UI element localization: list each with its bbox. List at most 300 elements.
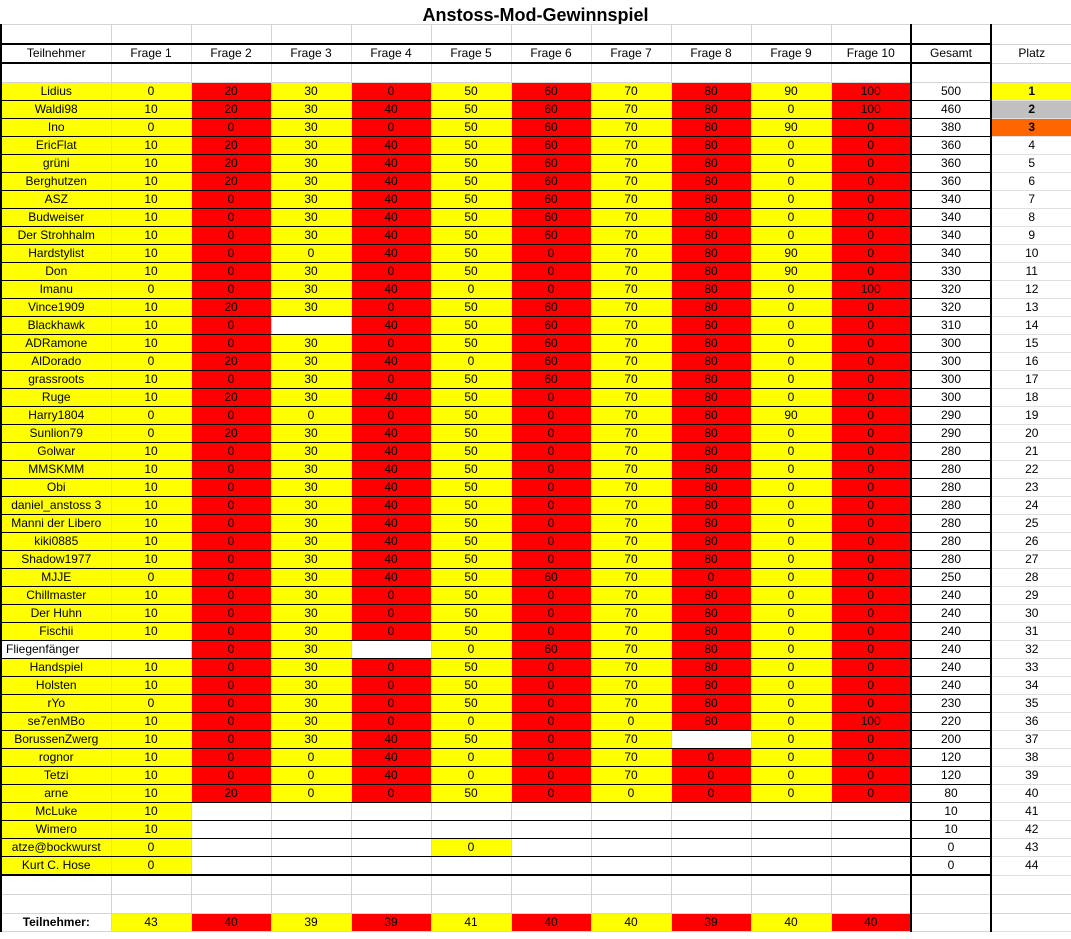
score-cell[interactable]: 0: [751, 137, 831, 155]
score-cell[interactable]: 0: [511, 497, 591, 515]
participant-name[interactable]: Fliegenfänger: [1, 641, 111, 659]
score-cell[interactable]: 0: [351, 299, 431, 317]
score-cell[interactable]: [271, 839, 351, 857]
empty-cell[interactable]: [431, 875, 511, 895]
total-cell[interactable]: 460: [911, 101, 991, 119]
participant-name[interactable]: Sunlion79: [1, 425, 111, 443]
score-cell[interactable]: 60: [511, 173, 591, 191]
participant-name[interactable]: Imanu: [1, 281, 111, 299]
score-cell[interactable]: 30: [271, 155, 351, 173]
score-cell[interactable]: 30: [271, 299, 351, 317]
score-cell[interactable]: 0: [511, 281, 591, 299]
participant-name[interactable]: grassroots: [1, 371, 111, 389]
score-cell[interactable]: [431, 803, 511, 821]
empty-cell[interactable]: [911, 895, 991, 914]
header-question-1[interactable]: Frage 1: [111, 44, 191, 63]
score-cell[interactable]: 0: [511, 605, 591, 623]
score-cell[interactable]: 80: [671, 461, 751, 479]
score-cell[interactable]: 0: [831, 659, 911, 677]
score-cell[interactable]: 10: [111, 533, 191, 551]
participant-count-cell[interactable]: 40: [511, 914, 591, 932]
place-cell[interactable]: 41: [991, 803, 1071, 821]
total-cell[interactable]: 280: [911, 533, 991, 551]
score-cell[interactable]: [751, 839, 831, 857]
total-cell[interactable]: 120: [911, 767, 991, 785]
score-cell[interactable]: 30: [271, 389, 351, 407]
score-cell[interactable]: [191, 821, 271, 839]
score-cell[interactable]: 0: [751, 335, 831, 353]
score-cell[interactable]: 0: [431, 839, 511, 857]
participant-name[interactable]: Obi: [1, 479, 111, 497]
total-cell[interactable]: 330: [911, 263, 991, 281]
score-cell[interactable]: 50: [431, 119, 511, 137]
score-cell[interactable]: 30: [271, 641, 351, 659]
empty-cell[interactable]: [751, 895, 831, 914]
score-cell[interactable]: 40: [351, 461, 431, 479]
empty-cell[interactable]: [191, 875, 271, 895]
score-cell[interactable]: 0: [511, 515, 591, 533]
empty-cell[interactable]: [271, 895, 351, 914]
score-cell[interactable]: 0: [191, 191, 271, 209]
total-cell[interactable]: 340: [911, 245, 991, 263]
score-cell[interactable]: 0: [671, 767, 751, 785]
score-cell[interactable]: 40: [351, 533, 431, 551]
score-cell[interactable]: 0: [751, 317, 831, 335]
place-cell[interactable]: 13: [991, 299, 1071, 317]
score-cell[interactable]: 30: [271, 371, 351, 389]
header-question-2[interactable]: Frage 2: [191, 44, 271, 63]
participant-name[interactable]: Blackhawk: [1, 317, 111, 335]
empty-cell[interactable]: [191, 895, 271, 914]
score-cell[interactable]: 80: [671, 479, 751, 497]
score-cell[interactable]: 40: [351, 173, 431, 191]
score-cell[interactable]: 0: [831, 767, 911, 785]
score-cell[interactable]: 0: [751, 155, 831, 173]
score-cell[interactable]: 50: [431, 191, 511, 209]
score-cell[interactable]: 30: [271, 623, 351, 641]
participant-name[interactable]: Don: [1, 263, 111, 281]
score-cell[interactable]: 10: [111, 497, 191, 515]
score-cell[interactable]: 0: [831, 731, 911, 749]
participant-name[interactable]: Der Huhn: [1, 605, 111, 623]
score-cell[interactable]: 50: [431, 83, 511, 101]
total-cell[interactable]: 280: [911, 461, 991, 479]
score-cell[interactable]: 0: [351, 119, 431, 137]
score-cell[interactable]: 30: [271, 479, 351, 497]
score-cell[interactable]: 10: [111, 821, 191, 839]
score-cell[interactable]: 0: [351, 371, 431, 389]
score-cell[interactable]: 50: [431, 569, 511, 587]
place-cell[interactable]: 15: [991, 335, 1071, 353]
participant-name[interactable]: se7enMBo: [1, 713, 111, 731]
score-cell[interactable]: 90: [751, 407, 831, 425]
place-cell[interactable]: 24: [991, 497, 1071, 515]
score-cell[interactable]: 20: [191, 353, 271, 371]
empty-cell[interactable]: [831, 895, 911, 914]
score-cell[interactable]: [351, 839, 431, 857]
score-cell[interactable]: 60: [511, 353, 591, 371]
header-question-4[interactable]: Frage 4: [351, 44, 431, 63]
empty-cell[interactable]: [671, 895, 751, 914]
score-cell[interactable]: 0: [271, 767, 351, 785]
participant-count-label[interactable]: Teilnehmer:: [1, 914, 111, 932]
header-question-3[interactable]: Frage 3: [271, 44, 351, 63]
score-cell[interactable]: 0: [191, 641, 271, 659]
score-cell[interactable]: 50: [431, 605, 511, 623]
score-cell[interactable]: 60: [511, 119, 591, 137]
score-cell[interactable]: 0: [751, 101, 831, 119]
empty-cell[interactable]: [111, 25, 191, 45]
total-cell[interactable]: 280: [911, 479, 991, 497]
empty-cell[interactable]: [111, 895, 191, 914]
score-cell[interactable]: 0: [511, 263, 591, 281]
empty-cell[interactable]: [431, 895, 511, 914]
score-cell[interactable]: 0: [751, 425, 831, 443]
score-cell[interactable]: 0: [191, 569, 271, 587]
score-cell[interactable]: 0: [831, 389, 911, 407]
empty-cell[interactable]: [751, 875, 831, 895]
score-cell[interactable]: 0: [191, 119, 271, 137]
score-cell[interactable]: 0: [191, 227, 271, 245]
score-cell[interactable]: 80: [671, 677, 751, 695]
participant-name[interactable]: Wimero: [1, 821, 111, 839]
score-cell[interactable]: 70: [591, 191, 671, 209]
score-cell[interactable]: 0: [751, 785, 831, 803]
score-cell[interactable]: 0: [751, 587, 831, 605]
score-cell[interactable]: 0: [431, 281, 511, 299]
score-cell[interactable]: 0: [831, 587, 911, 605]
header-question-7[interactable]: Frage 7: [591, 44, 671, 63]
total-cell[interactable]: 280: [911, 551, 991, 569]
score-cell[interactable]: 30: [271, 443, 351, 461]
score-cell[interactable]: 0: [751, 479, 831, 497]
place-cell[interactable]: 35: [991, 695, 1071, 713]
score-cell[interactable]: 80: [671, 587, 751, 605]
score-cell[interactable]: 50: [431, 587, 511, 605]
score-cell[interactable]: 0: [751, 695, 831, 713]
score-cell[interactable]: 30: [271, 587, 351, 605]
participant-name[interactable]: MJJE: [1, 569, 111, 587]
score-cell[interactable]: 70: [591, 767, 671, 785]
score-cell[interactable]: 0: [831, 317, 911, 335]
score-cell[interactable]: 10: [111, 713, 191, 731]
score-cell[interactable]: 80: [671, 119, 751, 137]
score-cell[interactable]: 80: [671, 335, 751, 353]
score-cell[interactable]: 70: [591, 461, 671, 479]
score-cell[interactable]: 80: [671, 263, 751, 281]
score-cell[interactable]: 70: [591, 245, 671, 263]
score-cell[interactable]: 0: [831, 497, 911, 515]
score-cell[interactable]: 80: [671, 101, 751, 119]
score-cell[interactable]: 0: [351, 407, 431, 425]
score-cell[interactable]: 70: [591, 155, 671, 173]
score-cell[interactable]: 20: [191, 425, 271, 443]
total-cell[interactable]: 500: [911, 83, 991, 101]
total-cell[interactable]: 250: [911, 569, 991, 587]
score-cell[interactable]: [191, 857, 271, 876]
total-cell[interactable]: 360: [911, 173, 991, 191]
score-cell[interactable]: 0: [831, 677, 911, 695]
score-cell[interactable]: [831, 857, 911, 876]
place-cell[interactable]: 33: [991, 659, 1071, 677]
score-cell[interactable]: 50: [431, 155, 511, 173]
score-cell[interactable]: 70: [591, 389, 671, 407]
score-cell[interactable]: 70: [591, 605, 671, 623]
empty-cell[interactable]: [591, 895, 671, 914]
empty-cell[interactable]: [991, 63, 1071, 83]
score-cell[interactable]: 0: [191, 533, 271, 551]
score-cell[interactable]: 0: [511, 443, 591, 461]
score-cell[interactable]: 0: [751, 371, 831, 389]
header-question-6[interactable]: Frage 6: [511, 44, 591, 63]
place-cell[interactable]: 11: [991, 263, 1071, 281]
total-cell[interactable]: 340: [911, 191, 991, 209]
place-cell[interactable]: 22: [991, 461, 1071, 479]
score-cell[interactable]: 40: [351, 155, 431, 173]
place-cell[interactable]: 17: [991, 371, 1071, 389]
empty-cell[interactable]: [991, 914, 1071, 932]
score-cell[interactable]: 50: [431, 731, 511, 749]
empty-cell[interactable]: [1, 63, 111, 83]
score-cell[interactable]: 60: [511, 227, 591, 245]
place-cell[interactable]: 44: [991, 857, 1071, 876]
score-cell[interactable]: 10: [111, 659, 191, 677]
score-cell[interactable]: 0: [191, 281, 271, 299]
score-cell[interactable]: 0: [191, 587, 271, 605]
score-cell[interactable]: 40: [351, 389, 431, 407]
score-cell[interactable]: 10: [111, 587, 191, 605]
score-cell[interactable]: 0: [111, 857, 191, 876]
score-cell[interactable]: [671, 731, 751, 749]
total-cell[interactable]: 240: [911, 677, 991, 695]
empty-cell[interactable]: [111, 875, 191, 895]
score-cell[interactable]: 0: [831, 515, 911, 533]
score-cell[interactable]: 0: [751, 353, 831, 371]
score-cell[interactable]: 0: [191, 713, 271, 731]
score-cell[interactable]: 0: [351, 695, 431, 713]
score-cell[interactable]: 0: [191, 767, 271, 785]
score-cell[interactable]: 30: [271, 191, 351, 209]
score-cell[interactable]: 40: [351, 209, 431, 227]
score-cell[interactable]: 30: [271, 515, 351, 533]
score-cell[interactable]: 0: [831, 695, 911, 713]
score-cell[interactable]: 0: [191, 497, 271, 515]
score-cell[interactable]: 50: [431, 299, 511, 317]
score-cell[interactable]: 10: [111, 227, 191, 245]
place-cell[interactable]: 19: [991, 407, 1071, 425]
header-question-5[interactable]: Frage 5: [431, 44, 511, 63]
place-cell[interactable]: 26: [991, 533, 1071, 551]
score-cell[interactable]: 0: [511, 659, 591, 677]
score-cell[interactable]: 100: [831, 101, 911, 119]
score-cell[interactable]: 70: [591, 353, 671, 371]
score-cell[interactable]: 30: [271, 605, 351, 623]
header-place[interactable]: Platz: [991, 44, 1071, 63]
score-cell[interactable]: 0: [671, 749, 751, 767]
place-cell[interactable]: 7: [991, 191, 1071, 209]
total-cell[interactable]: 300: [911, 335, 991, 353]
score-cell[interactable]: 10: [111, 551, 191, 569]
score-cell[interactable]: 30: [271, 335, 351, 353]
score-cell[interactable]: 20: [191, 173, 271, 191]
score-cell[interactable]: 0: [831, 461, 911, 479]
participant-name[interactable]: Hardstylist: [1, 245, 111, 263]
empty-cell[interactable]: [911, 914, 991, 932]
score-cell[interactable]: 70: [591, 533, 671, 551]
score-cell[interactable]: 40: [351, 227, 431, 245]
total-cell[interactable]: 0: [911, 857, 991, 876]
score-cell[interactable]: 40: [351, 497, 431, 515]
participant-count-cell[interactable]: 40: [831, 914, 911, 932]
score-cell[interactable]: 30: [271, 713, 351, 731]
total-cell[interactable]: 290: [911, 425, 991, 443]
score-cell[interactable]: 0: [111, 407, 191, 425]
score-cell[interactable]: 30: [271, 83, 351, 101]
score-cell[interactable]: 50: [431, 209, 511, 227]
empty-cell[interactable]: [991, 875, 1071, 895]
empty-cell[interactable]: [751, 25, 831, 45]
total-cell[interactable]: 120: [911, 749, 991, 767]
score-cell[interactable]: 0: [831, 443, 911, 461]
score-cell[interactable]: 0: [751, 533, 831, 551]
participant-count-cell[interactable]: 41: [431, 914, 511, 932]
score-cell[interactable]: 80: [671, 371, 751, 389]
score-cell[interactable]: 50: [431, 245, 511, 263]
score-cell[interactable]: 10: [111, 803, 191, 821]
place-cell[interactable]: 4: [991, 137, 1071, 155]
score-cell[interactable]: [271, 857, 351, 876]
score-cell[interactable]: 0: [751, 641, 831, 659]
score-cell[interactable]: 10: [111, 515, 191, 533]
total-cell[interactable]: 360: [911, 155, 991, 173]
score-cell[interactable]: 70: [591, 749, 671, 767]
participant-name[interactable]: AlDorado: [1, 353, 111, 371]
participant-name[interactable]: Handspiel: [1, 659, 111, 677]
participant-name[interactable]: atze@bockwurst: [1, 839, 111, 857]
score-cell[interactable]: 0: [431, 767, 511, 785]
score-cell[interactable]: 50: [431, 515, 511, 533]
score-cell[interactable]: 0: [191, 407, 271, 425]
score-cell[interactable]: 70: [591, 101, 671, 119]
total-cell[interactable]: 300: [911, 353, 991, 371]
score-cell[interactable]: 70: [591, 569, 671, 587]
score-cell[interactable]: 60: [511, 317, 591, 335]
score-cell[interactable]: 60: [511, 371, 591, 389]
participant-name[interactable]: Lidius: [1, 83, 111, 101]
score-cell[interactable]: 50: [431, 677, 511, 695]
empty-cell[interactable]: [831, 25, 911, 45]
score-cell[interactable]: 50: [431, 497, 511, 515]
participant-name[interactable]: ADRamone: [1, 335, 111, 353]
score-cell[interactable]: 0: [831, 191, 911, 209]
header-question-9[interactable]: Frage 9: [751, 44, 831, 63]
score-cell[interactable]: 0: [511, 731, 591, 749]
score-cell[interactable]: 0: [511, 623, 591, 641]
score-cell[interactable]: 40: [351, 443, 431, 461]
score-cell[interactable]: [591, 857, 671, 876]
score-cell[interactable]: 80: [671, 227, 751, 245]
score-cell[interactable]: 90: [751, 119, 831, 137]
score-cell[interactable]: 40: [351, 191, 431, 209]
participant-name[interactable]: BorussenZwerg: [1, 731, 111, 749]
score-cell[interactable]: 80: [671, 443, 751, 461]
score-cell[interactable]: 70: [591, 263, 671, 281]
score-cell[interactable]: 0: [751, 173, 831, 191]
score-cell[interactable]: 0: [511, 767, 591, 785]
participant-name[interactable]: Waldi98: [1, 101, 111, 119]
score-cell[interactable]: 0: [191, 443, 271, 461]
score-cell[interactable]: 60: [511, 641, 591, 659]
participant-name[interactable]: Fischii: [1, 623, 111, 641]
score-cell[interactable]: [271, 821, 351, 839]
score-cell[interactable]: 0: [831, 155, 911, 173]
score-cell[interactable]: 0: [831, 785, 911, 803]
score-cell[interactable]: 80: [671, 713, 751, 731]
empty-cell[interactable]: [191, 25, 271, 45]
participant-name[interactable]: McLuke: [1, 803, 111, 821]
score-cell[interactable]: 70: [591, 497, 671, 515]
score-cell[interactable]: 10: [111, 443, 191, 461]
score-cell[interactable]: 0: [831, 479, 911, 497]
score-cell[interactable]: [351, 803, 431, 821]
score-cell[interactable]: 70: [591, 119, 671, 137]
score-cell[interactable]: 10: [111, 767, 191, 785]
score-cell[interactable]: [751, 803, 831, 821]
score-cell[interactable]: 30: [271, 137, 351, 155]
score-cell[interactable]: [351, 641, 431, 659]
score-cell[interactable]: 70: [591, 587, 671, 605]
score-cell[interactable]: 0: [751, 461, 831, 479]
score-cell[interactable]: 20: [191, 101, 271, 119]
participant-name[interactable]: Harry1804: [1, 407, 111, 425]
score-cell[interactable]: 50: [431, 443, 511, 461]
score-cell[interactable]: 30: [271, 551, 351, 569]
score-cell[interactable]: [431, 821, 511, 839]
score-cell[interactable]: 70: [591, 695, 671, 713]
score-cell[interactable]: 0: [111, 119, 191, 137]
place-cell[interactable]: 16: [991, 353, 1071, 371]
score-cell[interactable]: 0: [511, 587, 591, 605]
place-cell[interactable]: 21: [991, 443, 1071, 461]
score-cell[interactable]: 0: [351, 713, 431, 731]
score-cell[interactable]: 0: [271, 749, 351, 767]
score-cell[interactable]: 0: [111, 695, 191, 713]
score-cell[interactable]: 10: [111, 299, 191, 317]
score-cell[interactable]: [511, 803, 591, 821]
participant-name[interactable]: Golwar: [1, 443, 111, 461]
score-cell[interactable]: 80: [671, 605, 751, 623]
score-cell[interactable]: 50: [431, 623, 511, 641]
place-cell[interactable]: 43: [991, 839, 1071, 857]
score-cell[interactable]: 0: [831, 623, 911, 641]
place-cell[interactable]: 12: [991, 281, 1071, 299]
score-cell[interactable]: 70: [591, 731, 671, 749]
total-cell[interactable]: 380: [911, 119, 991, 137]
place-cell[interactable]: 3: [991, 119, 1071, 137]
score-cell[interactable]: 30: [271, 209, 351, 227]
empty-cell[interactable]: [351, 895, 431, 914]
place-cell[interactable]: 25: [991, 515, 1071, 533]
score-cell[interactable]: 70: [591, 299, 671, 317]
total-cell[interactable]: 340: [911, 227, 991, 245]
score-cell[interactable]: 90: [751, 245, 831, 263]
total-cell[interactable]: 280: [911, 515, 991, 533]
score-cell[interactable]: 80: [671, 497, 751, 515]
score-cell[interactable]: 80: [671, 515, 751, 533]
score-cell[interactable]: 60: [511, 191, 591, 209]
score-cell[interactable]: 60: [511, 155, 591, 173]
participant-name[interactable]: grüni: [1, 155, 111, 173]
